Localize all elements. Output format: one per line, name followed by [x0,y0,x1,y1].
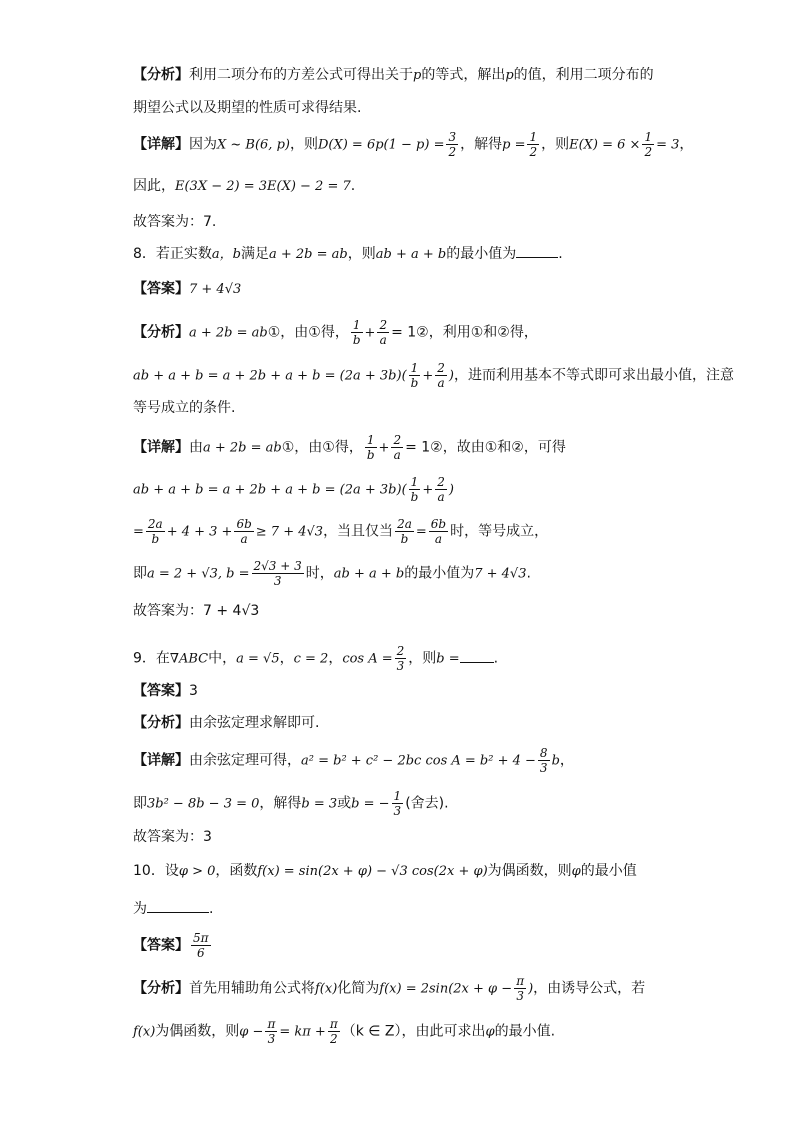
q9-analysis: 【分析】由余弦定理求解即可. [133,715,320,731]
answer-blank [460,648,494,663]
answer-tag: 【答案】 [133,683,189,699]
fraction: $\frac{1}{b}$ [410,361,419,390]
q7-detail-line1: 【详解】因为X ~ B(6, p)，则D(X) = 6p(1 − p) = $\frac{3}{2}$ ，解得p = $\frac{1}{2}$ ，则E(X) = 6 × $\frac{1}{2}$ = 3， [133,130,694,159]
fraction: $\frac{2a}{b}$ [397,517,412,546]
detail-tag: 【详解】 [133,752,189,769]
fraction: $\frac{2}{a}$ [379,318,388,347]
q9-detail-line2: 即3b² − 8b − 3 = 0，解得b = 3或b = − $\frac{1}{3}$ (舍去). [133,789,449,818]
answer-tag: 【答案】 [133,281,189,297]
fraction: $\frac{6b}{a}$ [236,517,252,546]
fraction: $\frac{8}{3}$ [539,746,548,775]
q7-answer-line: 故答案为：7. [133,214,217,230]
q7-analysis-line2: 期望公式以及期望的性质可求得结果. [133,100,362,116]
fraction: $\frac{\pi}{3}$ [516,974,525,1003]
fraction: $\frac{1}{3}$ [393,789,402,818]
q8-detail-line2: ab + a + b = a + 2b + a + b = (2a + 3b)( $\frac{1}{b}$ + $\frac{2}{a}$ ) [133,475,454,504]
detail-tag: 【详解】 [133,136,189,153]
fraction: $\frac{2a}{b}$ [147,517,163,546]
fraction: $\frac{1}{b}$ [410,475,419,504]
q8-answer-line: 故答案为：7 + 4√3 [133,603,260,619]
q8-analysis-line1: 【分析】a + 2b = ab①，由①得， $\frac{1}{b}$ + $\frac{2}{a}$ = 1②，利用①和②得， [133,318,538,347]
q8-detail-line4: 即a = 2 + √3, b = $\frac{2√3 + 3}{3}$ 时，ab + a + b的最小值为7 + 4√3. [133,559,531,588]
fraction: $\frac{6b}{a}$ [430,517,447,546]
fraction: $\frac{2}{a}$ [437,361,445,390]
q10-stem-line1: 10．设φ > 0，函数f(x) = sin(2x + φ) − √3 cos(2x + φ)为偶函数，则φ的最小值 [133,863,637,879]
q10-answer [133,931,213,960]
analysis-tag: 【分析】 [133,715,189,731]
fraction: $\frac{1}{2}$ [529,130,538,159]
q9-answer: 【答案】3 [133,683,198,699]
fraction: $\frac{2√3 + 3}{3}$ [253,559,302,588]
q8-detail-line1: 【详解】由a + 2b = ab①，由①得， $\frac{1}{b}$ + $\frac{2}{a}$ = 1②，故由①和②，可得 [133,433,566,462]
fraction: $\frac{5\pi}{6}$ [193,931,209,960]
q7-analysis-line1: 【分析】利用二项分布的方差公式可得出关于p的等式，解出p的值，利用二项分布的 [133,67,654,83]
fraction: $\frac{\pi}{3}$ [267,1017,276,1046]
q8-detail-line3: = $\frac{2a}{b}$ + 4 + 3 + $\frac{6b}{a}$ ≥ 7 + 4√3，当且仅当 $\frac{2a}{b}$ = $\frac{6b}{a}$ 时，等号成立， [133,517,549,546]
q7-detail-line2: 因此，E(3X − 2) = 3E(X) − 2 = 7. [133,178,356,194]
fraction: $\frac{2}{3}$ [396,644,405,673]
analysis-tag: 【分析】 [133,980,189,997]
fraction: $\frac{1}{b}$ [352,318,361,347]
detail-tag: 【详解】 [133,439,189,456]
fraction: $\frac{2}{a}$ [437,475,445,504]
q10-stem-line2: 为 . [133,898,213,920]
q8-analysis-line3: 等号成立的条件. [133,400,236,416]
q9-detail-line1: 【详解】由余弦定理可得，a² = b² + c² − 2bc cos A = b² + 4 − $\frac{8}{3}$ b， [133,746,574,775]
fraction: $\frac{2}{a}$ [393,433,402,462]
fraction: $\frac{\pi}{2}$ [329,1017,338,1046]
answer-blank [147,898,209,913]
q9-stem: 9．在∇ABC中，a = √5，c = 2，cos A = $\frac{2}{3}$ ，则b = . [133,644,499,673]
q8-analysis-line2: ab + a + b = a + 2b + a + b = (2a + 3b)( $\frac{1}{b}$ + $\frac{2}{a}$ )，进而利用基本不等式即可求出最小值，注意 [133,361,734,390]
analysis-tag: 【分析】 [133,67,189,83]
fraction: $\frac{1}{b}$ [366,433,375,462]
q8-stem: 8．若正实数a，b满足a + 2b = ab，则ab + a + b的最小值为 . [133,243,563,266]
q10-analysis-line1: 【分析】首先用辅助角公式将f(x)化简为f(x) = 2sin(2x + φ − $\frac{\pi}{3}$ )，由诱导公式，若 [133,974,646,1003]
q8-answer: 【答案】7 + 4√3 [133,281,242,297]
q10-analysis-line2: f(x)为偶函数，则φ − $\frac{\pi}{3}$ = kπ + $\frac{\pi}{2}$ （k ∈ Z），由此可求出φ的最小值. [133,1017,556,1046]
analysis-tag: 【分析】 [133,324,189,341]
q9-answer-line: 故答案为：3 [133,829,212,845]
answer-blank [516,243,558,258]
answer-tag: 【答案】 [133,937,189,954]
fraction: $\frac{3}{2}$ [448,130,457,159]
fraction: $\frac{1}{2}$ [644,130,653,159]
